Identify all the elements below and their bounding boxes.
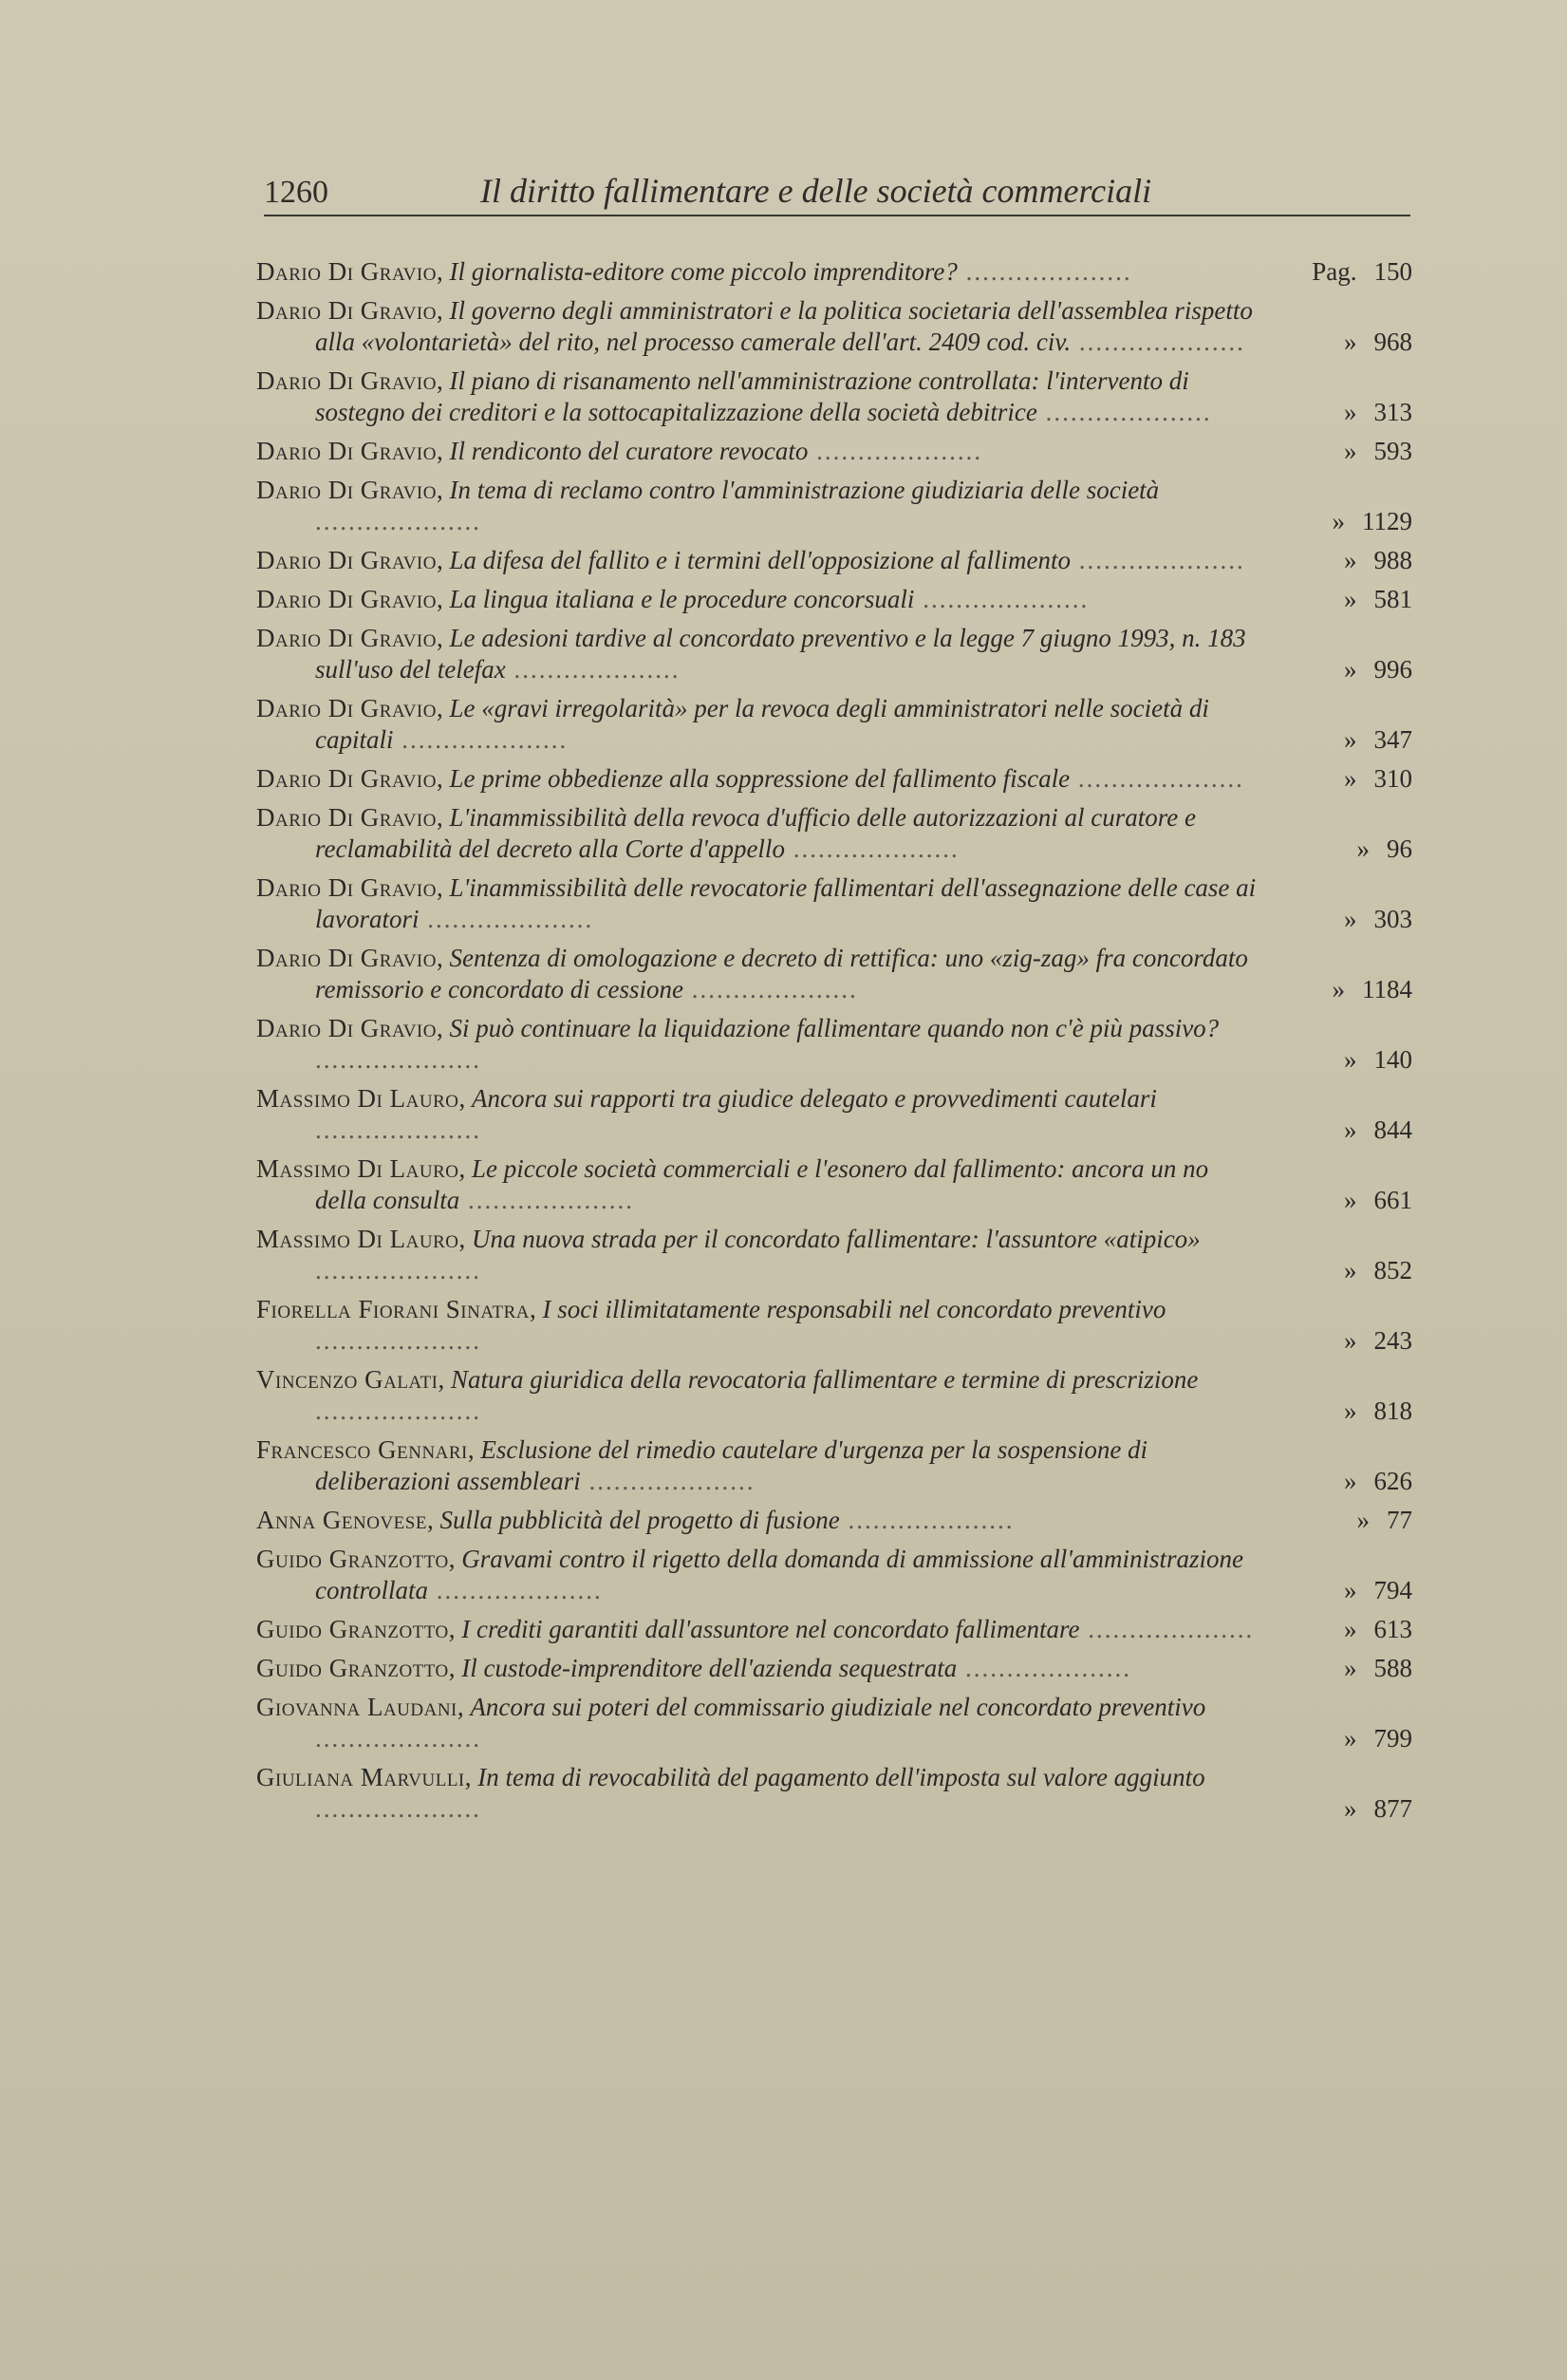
page-prefix: » <box>1344 1467 1357 1495</box>
dot-leader: .................... <box>315 1326 481 1355</box>
entry-text: Anna Genovese, Sulla pubblicità del progetto di fusione .................... <box>256 1506 1015 1534</box>
running-title: Il diritto fallimentare e delle società commerciali <box>480 172 1152 210</box>
entry-author: Dario Di Gravio <box>256 624 437 652</box>
entry-title: Natura giuridica della revocatoria fallimentare e termine di prescrizione <box>451 1365 1199 1394</box>
dot-leader: .................... <box>914 585 1090 613</box>
entry-author: Francesco Gennari <box>256 1435 468 1464</box>
entry-title: Le prime obbedienze alla soppressione del fallimento fiscale <box>449 764 1071 793</box>
page-number-ref: 310 <box>1373 764 1412 793</box>
entry-text: Dario Di Gravio, Il governo degli amministratori e la politica societaria dell'assemblea rispetto alla «volontarietà» del rito, nel processo camerale dell'art. 2409 cod. civ. .................... <box>256 296 1253 356</box>
page-prefix: » <box>1344 725 1357 754</box>
dot-leader: .................... <box>808 437 983 465</box>
entry-author: Giuliana Marvulli <box>256 1763 465 1791</box>
page-prefix: » <box>1344 1326 1357 1355</box>
index-entry <box>256 365 1412 428</box>
page-prefix: » <box>1356 834 1370 863</box>
entry-author: Guido Granzotto <box>256 1545 449 1573</box>
entry-page-ref <box>1344 1575 1412 1606</box>
page-prefix: » <box>1344 1045 1357 1074</box>
entry-title: In tema di reclamo contro l'amministrazione giudiziaria delle società <box>449 476 1160 504</box>
entry-page-ref <box>1344 1614 1412 1645</box>
entry-author: Fiorella Fiorani Sinatra <box>256 1295 530 1323</box>
index-entry <box>256 943 1412 1005</box>
entry-title: Il giornalista-editore come piccolo imprenditore? <box>449 257 958 286</box>
entry-title: Esclusione del rimedio cautelare d'urgenza per la sospensione di deliberazioni assembleari <box>315 1435 1148 1495</box>
dot-leader: .................... <box>784 834 960 863</box>
entry-text: Dario Di Gravio, Le «gravi irregolarità» per la revoca degli amministratori nelle società di capitali .................... <box>256 694 1209 754</box>
entry-text: Dario Di Gravio, L'inammissibilità della revoca d'ufficio delle autorizzazioni al curatore e reclamabilità del decreto alla Corte d'appello .................... <box>256 803 1196 863</box>
page-prefix: » <box>1344 328 1357 356</box>
entry-text: Guido Granzotto, I crediti garantiti dall'assuntore nel concordato fallimentare .................... <box>256 1615 1255 1643</box>
page-number-ref: 818 <box>1373 1396 1412 1425</box>
entry-title: Sentenza di omologazione e decreto di rettifica: uno «zig-zag» fra concordato remissorio e concordato di cessione <box>315 944 1248 1003</box>
index-entry <box>256 1762 1412 1825</box>
index-entry <box>256 1294 1412 1357</box>
entry-page-ref <box>1344 1044 1412 1076</box>
page-number-ref: 988 <box>1373 546 1412 574</box>
entry-title: La difesa del fallito e i termini dell'opposizione al fallimento <box>449 546 1071 574</box>
entry-text: Dario Di Gravio, Le adesioni tardive al concordato preventivo e la legge 7 giugno 1993, n. 183 sull'uso del telefax .................... <box>256 624 1246 684</box>
page-prefix: » <box>1344 1724 1357 1752</box>
entry-author: Dario Di Gravio <box>256 944 437 972</box>
page-number-ref: 1129 <box>1362 507 1412 535</box>
dot-leader: .................... <box>315 1115 481 1144</box>
dot-leader: .................... <box>505 655 681 684</box>
page-number-ref: 77 <box>1387 1506 1412 1534</box>
entry-page-ref <box>1344 1466 1412 1497</box>
entry-title: Sulla pubblicità del progetto di fusione <box>439 1506 840 1534</box>
entry-page-ref <box>1344 1185 1412 1216</box>
entry-author: Massimo Di Lauro <box>256 1225 459 1253</box>
index-entry <box>256 623 1412 685</box>
entry-author: Giovanna Laudani <box>256 1693 457 1721</box>
page-number-ref: 799 <box>1373 1724 1412 1752</box>
entry-title: La lingua italiana e le procedure concorsuali <box>449 585 915 613</box>
page-number-ref: 626 <box>1373 1467 1412 1495</box>
page-prefix: » <box>1344 546 1357 574</box>
index-entry <box>256 763 1412 795</box>
entry-author: Anna Genovese <box>256 1506 427 1534</box>
entry-text: Dario Di Gravio, Il giornalista-editore come piccolo imprenditore? .................... <box>256 257 1132 286</box>
page-prefix: » <box>1344 1794 1357 1823</box>
entry-author: Dario Di Gravio <box>256 694 437 722</box>
entry-title: Ancora sui poteri del commissario giudiziale nel concordato preventivo <box>470 1693 1206 1721</box>
entry-text: Dario Di Gravio, Si può continuare la liquidazione fallimentare quando non c'è più passivo? .................... <box>256 1014 1220 1074</box>
entry-page-ref <box>1344 584 1412 615</box>
dot-leader: .................... <box>957 257 1132 286</box>
entry-author: Guido Granzotto <box>256 1615 449 1643</box>
page-number-ref: 243 <box>1373 1326 1412 1355</box>
entry-title: Si può continuare la liquidazione fallimentare quando non c'è più passivo? <box>449 1014 1220 1042</box>
entry-page-ref <box>1344 1255 1412 1286</box>
page-prefix: » <box>1344 1615 1357 1643</box>
page-number-ref: 150 <box>1373 257 1412 286</box>
entry-title: Una nuova strada per il concordato fallimentare: l'assuntore «atipico» <box>471 1225 1201 1253</box>
entry-page-ref <box>1344 904 1412 935</box>
entry-page-ref <box>1344 1325 1412 1357</box>
index-entry <box>256 1083 1412 1146</box>
entry-author: Dario Di Gravio <box>256 1014 437 1042</box>
index-entry <box>256 802 1412 865</box>
page-number-ref: 581 <box>1373 585 1412 613</box>
dot-leader: .................... <box>839 1506 1015 1534</box>
entry-page-ref <box>1344 654 1412 685</box>
dot-leader: .................... <box>315 1396 481 1425</box>
dot-leader: .................... <box>315 1045 481 1074</box>
page-header <box>264 159 1410 216</box>
index-entry <box>256 1013 1412 1076</box>
page-number-ref: 1184 <box>1362 975 1412 1003</box>
entry-text: Dario Di Gravio, Sentenza di omologazione e decreto di rettifica: uno «zig-zag» fra concordato remissorio e concordato di cessione .................... <box>256 944 1248 1003</box>
entry-page-ref <box>1344 724 1412 756</box>
page-number-ref: 593 <box>1373 437 1412 465</box>
entry-author: Dario Di Gravio <box>256 546 437 574</box>
page-number-ref: 347 <box>1373 725 1412 754</box>
index-entry <box>256 1434 1412 1497</box>
entry-text: Dario Di Gravio, Il piano di risanamento nell'amministrazione controllata: l'intervento di sostegno dei creditori e la sottocapitalizzazione della società debitrice .................... <box>256 366 1212 426</box>
entry-text: Guido Granzotto, Il custode-imprenditore dell'azienda sequestrata .................... <box>256 1654 1131 1682</box>
entry-page-ref <box>1344 1115 1412 1146</box>
entry-text: Massimo Di Lauro, Ancora sui rapporti tra giudice delegato e provvedimenti cautelari .................... <box>256 1084 1157 1144</box>
entry-page-ref <box>1344 1396 1412 1427</box>
dot-leader: .................... <box>1079 1615 1255 1643</box>
entry-title: In tema di revocabilità del pagamento dell'imposta sul valore aggiunto <box>477 1763 1205 1791</box>
page-number-ref: 877 <box>1373 1794 1412 1823</box>
entry-page-ref <box>1344 397 1412 428</box>
entry-text: Dario Di Gravio, L'inammissibilità delle revocatorie fallimentari dell'assegnazione delle case ai lavoratori .................... <box>256 873 1257 933</box>
entry-text: Vincenzo Galati, Natura giuridica della revocatoria fallimentare e termine di prescrizione .................... <box>256 1365 1199 1425</box>
page-number-ref: 996 <box>1373 655 1412 684</box>
entry-author: Dario Di Gravio <box>256 257 437 286</box>
dot-leader: .................... <box>428 1576 603 1604</box>
dot-leader: .................... <box>393 725 569 754</box>
dot-leader: .................... <box>580 1467 756 1495</box>
page-prefix: Pag. <box>1312 257 1357 286</box>
entry-title: I soci illimitatamente responsabili nel concordato preventivo <box>542 1295 1166 1323</box>
index-entry <box>256 1692 1412 1754</box>
index-entry <box>256 1153 1412 1216</box>
page-number-ref: 140 <box>1373 1045 1412 1074</box>
page-prefix: » <box>1344 764 1357 793</box>
entry-author: Massimo Di Lauro <box>256 1084 459 1113</box>
page-prefix: » <box>1344 1396 1357 1425</box>
entry-text: Dario Di Gravio, La lingua italiana e le procedure concorsuali .................... <box>256 585 1090 613</box>
index-entry <box>256 1653 1412 1684</box>
index-entry <box>256 1544 1412 1606</box>
index-entries <box>256 256 1412 1832</box>
entry-text: Dario Di Gravio, La difesa del fallito e i termini dell'opposizione al fallimento .................... <box>256 546 1245 574</box>
entry-author: Massimo Di Lauro <box>256 1154 459 1183</box>
entry-text: Dario Di Gravio, Le prime obbedienze alla soppressione del fallimento fiscale .................... <box>256 764 1244 793</box>
dot-leader: .................... <box>1071 328 1245 356</box>
entry-author: Guido Granzotto <box>256 1654 449 1682</box>
page-prefix: » <box>1356 1506 1370 1534</box>
page-number-ref: 968 <box>1373 328 1412 356</box>
entry-title: I crediti garantiti dall'assuntore nel concordato fallimentare <box>461 1615 1080 1643</box>
entry-title: Le adesioni tardive al concordato preventivo e la legge 7 giugno 1993, n. 183 sull'uso del telefax <box>315 624 1246 684</box>
entry-page-ref <box>1344 1723 1412 1754</box>
entry-page-ref <box>1333 974 1413 1005</box>
page-prefix: » <box>1344 1115 1357 1144</box>
page-prefix: » <box>1344 398 1357 426</box>
entry-page-ref <box>1357 1505 1413 1536</box>
dot-leader: .................... <box>315 507 481 535</box>
dot-leader: .................... <box>419 905 594 933</box>
entry-author: Dario Di Gravio <box>256 803 437 832</box>
index-entry <box>256 1224 1412 1286</box>
entry-title: Il custode-imprenditore dell'azienda sequestrata <box>461 1654 958 1682</box>
page-prefix: » <box>1344 585 1357 613</box>
entry-author: Dario Di Gravio <box>256 437 437 465</box>
entry-page-ref <box>1333 506 1413 537</box>
entry-title: Gravami contro il rigetto della domanda di ammissione all'amministrazione controllata <box>315 1545 1244 1604</box>
page-number-ref: 96 <box>1387 834 1412 863</box>
page-number-ref: 794 <box>1373 1576 1412 1604</box>
entry-author: Dario Di Gravio <box>256 873 437 902</box>
page-prefix: » <box>1344 1654 1357 1682</box>
entry-text: Dario Di Gravio, Il rendiconto del curatore revocato .................... <box>256 437 983 465</box>
entry-page-ref <box>1344 327 1412 358</box>
index-entry <box>256 1614 1412 1645</box>
page-number-ref: 313 <box>1373 398 1412 426</box>
dot-leader: .................... <box>459 1186 634 1214</box>
page-number-ref: 844 <box>1373 1115 1412 1144</box>
entry-author: Dario Di Gravio <box>256 296 437 325</box>
entry-title: Le «gravi irregolarità» per la revoca degli amministratori nelle società di capitali <box>315 694 1209 754</box>
entry-author: Dario Di Gravio <box>256 366 437 395</box>
dot-leader: .................... <box>315 1256 481 1284</box>
page-prefix: » <box>1344 905 1357 933</box>
page-prefix: » <box>1344 1186 1357 1214</box>
index-entry <box>256 436 1412 467</box>
entry-text: Dario Di Gravio, In tema di reclamo contro l'amministrazione giudiziaria delle società .................... <box>256 476 1160 535</box>
page-prefix: » <box>1344 1576 1357 1604</box>
entry-text: Massimo Di Lauro, Le piccole società commerciali e l'esonero dal fallimento: ancora un no della consulta .................... <box>256 1154 1209 1214</box>
page-number-ref: 613 <box>1373 1615 1412 1643</box>
dot-leader: .................... <box>1070 764 1244 793</box>
dot-leader: .................... <box>957 1654 1131 1682</box>
dot-leader: .................... <box>1036 398 1212 426</box>
entry-author: Vincenzo Galati <box>256 1365 438 1394</box>
entry-text: Guido Granzotto, Gravami contro il rigetto della domanda di ammissione all'amministrazione controllata .................... <box>256 1545 1244 1604</box>
entry-text: Massimo Di Lauro, Una nuova strada per il concordato fallimentare: l'assuntore «atipico» .................... <box>256 1225 1201 1284</box>
entry-page-ref <box>1344 1793 1412 1825</box>
entry-page-ref <box>1344 436 1412 467</box>
page-number-ref: 588 <box>1373 1654 1412 1682</box>
entry-page-ref <box>1357 834 1413 865</box>
page-number-ref: 303 <box>1373 905 1412 933</box>
index-entry <box>256 584 1412 615</box>
dot-leader: .................... <box>315 1724 481 1752</box>
entry-author: Dario Di Gravio <box>256 476 437 504</box>
entry-author: Dario Di Gravio <box>256 585 437 613</box>
page-number: 1260 <box>264 175 328 210</box>
entry-text: Fiorella Fiorani Sinatra, I soci illimitatamente responsabili nel concordato preventivo .................... <box>256 1295 1166 1355</box>
page-prefix: » <box>1332 975 1345 1003</box>
entry-title: Il governo degli amministratori e la politica societaria dell'assemblea rispetto alla «volontarietà» del rito, nel processo camerale dell'art. 2409 cod. civ. <box>315 296 1253 356</box>
entry-title: L'inammissibilità delle revocatorie fallimentari dell'assegnazione delle case ai lavoratori <box>315 873 1257 933</box>
index-entry <box>256 1364 1412 1427</box>
entry-text: Giovanna Laudani, Ancora sui poteri del commissario giudiziale nel concordato preventivo .................... <box>256 1693 1206 1752</box>
index-entry <box>256 295 1412 358</box>
entry-title: Il piano di risanamento nell'amministrazione controllata: l'intervento di sostegno dei creditori e la sottocapitalizzazione della società debitrice <box>315 366 1189 426</box>
index-entry <box>256 1505 1412 1536</box>
index-entry <box>256 872 1412 935</box>
entry-page-ref <box>1344 545 1412 576</box>
dot-leader: .................... <box>1070 546 1245 574</box>
index-entry <box>256 693 1412 756</box>
entry-page-ref <box>1344 763 1412 795</box>
dot-leader: .................... <box>682 975 858 1003</box>
entry-page-ref <box>1312 256 1412 288</box>
entry-title: Ancora sui rapporti tra giudice delegato e provvedimenti cautelari <box>471 1084 1157 1113</box>
page-number-ref: 852 <box>1373 1256 1412 1284</box>
entry-title: Il rendiconto del curatore revocato <box>449 437 809 465</box>
index-entry <box>256 256 1412 288</box>
entry-title: Le piccole società commerciali e l'esonero dal fallimento: ancora un no della consulta <box>315 1154 1209 1214</box>
entry-page-ref <box>1344 1653 1412 1684</box>
index-entry <box>256 545 1412 576</box>
page-prefix: » <box>1344 1256 1357 1284</box>
index-entry <box>256 475 1412 537</box>
entry-title: L'inammissibilità della revoca d'ufficio delle autorizzazioni al curatore e reclamabilità del decreto alla Corte d'appello <box>315 803 1196 863</box>
entry-text: Francesco Gennari, Esclusione del rimedio cautelare d'urgenza per la sospensione di deliberazioni assembleari .................... <box>256 1435 1148 1495</box>
entry-text: Giuliana Marvulli, In tema di revocabilità del pagamento dell'imposta sul valore aggiunto .................... <box>256 1763 1205 1823</box>
page-prefix: » <box>1344 655 1357 684</box>
page-prefix: » <box>1332 507 1345 535</box>
page-prefix: » <box>1344 437 1357 465</box>
dot-leader: .................... <box>315 1794 481 1823</box>
page-number-ref: 661 <box>1373 1186 1412 1214</box>
entry-author: Dario Di Gravio <box>256 764 437 793</box>
